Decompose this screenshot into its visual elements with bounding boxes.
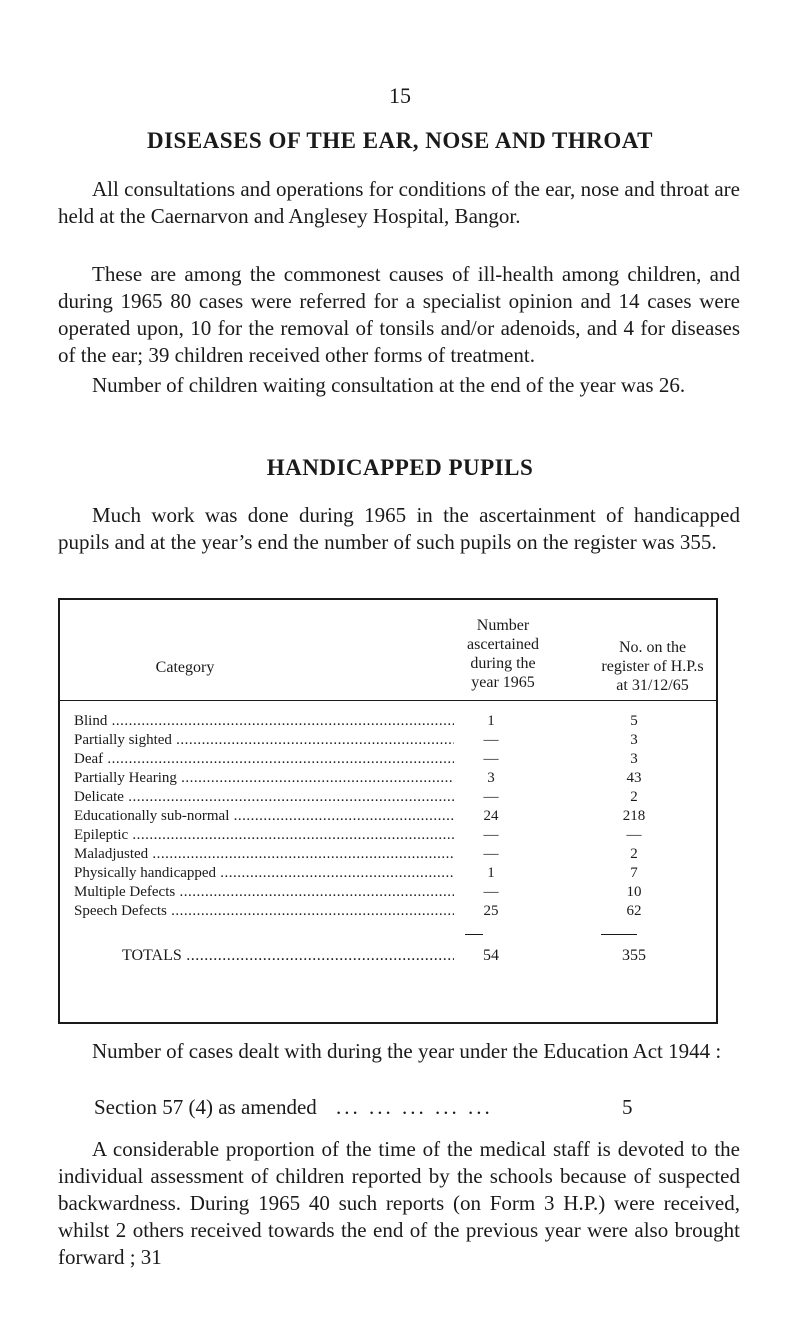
total-rule-ascertained: [465, 934, 483, 935]
paragraph-causes: These are among the commonest causes of ill-health among children, and during 1965 80 cases were referred for a specialist opinion and 14 cases were operated upon, 10 for the removal of tonsils and/or adenoids, and 4 for diseases of the ear; 39 children received other forms of treatment.: [58, 262, 740, 367]
table-row: Partially sighted ..... — 3: [74, 731, 714, 749]
header-divider: [60, 700, 716, 701]
table-row: Multiple Defects ..... — 10: [74, 883, 714, 901]
paragraph-consultations: All consultations and operations for conditions of the ear, nose and throat are held at the Caernarvon and Anglesey Hospital, Bangor.: [58, 177, 740, 228]
table-row: Blind ..... 1 5: [74, 712, 714, 730]
table-row: Educationally sub-normal ..... 24 218: [74, 807, 714, 825]
table-row: Deaf ..... — 3: [74, 750, 714, 768]
table-row: Maladjusted ..... — 2: [74, 845, 714, 863]
section-57-line: Section 57 (4) as amended ... ... ... ... ... 5: [94, 1095, 633, 1119]
section-heading-ent: DISEASES OF THE EAR, NOSE AND THROAT: [146, 128, 654, 153]
column-header-register: No. on the register of H.P.s at 31/12/65: [601, 639, 704, 694]
page-number: 15: [389, 83, 411, 108]
column-header-ascertained: Number ascertained during the year 1965: [467, 617, 539, 691]
table-row: Epileptic ..... — —: [74, 826, 714, 844]
table-row: Partially Hearing ..... 3 43: [74, 769, 714, 787]
table-row: Delicate ..... — 2: [74, 788, 714, 806]
totals-row: TOTALS ..... 54 355: [74, 947, 714, 965]
paragraph-ascertainment: Much work was done during 1965 in the ascertainment of handicapped pupils and at the year’s end the number of such pupils on the register was 355.: [58, 503, 740, 554]
column-header-category: Category: [155, 659, 215, 676]
paragraph-waiting: Number of children waiting consultation at the end of the year was 26.: [92, 373, 686, 397]
paragraph-assessment: A considerable proportion of the time of the medical staff is devoted to the individual assessment of children reported by the schools because of suspected backwardness. During 1965 40 such reports (on Form 3 H.P.) were received, whilst 2 others received towards the end of the previous year were also brought forward ; 31: [58, 1137, 740, 1269]
total-rule-register: [601, 934, 637, 935]
section-heading-handicapped: HANDICAPPED PUPILS: [266, 455, 534, 480]
paragraph-education-act: Number of cases dealt with during the year under the Education Act 1944 :: [92, 1039, 722, 1063]
table-row: Physically handicapped ..... 1 7: [74, 864, 714, 882]
table-row: Speech Defects ..... 25 62: [74, 902, 714, 920]
handicapped-pupils-table: [58, 598, 718, 1024]
